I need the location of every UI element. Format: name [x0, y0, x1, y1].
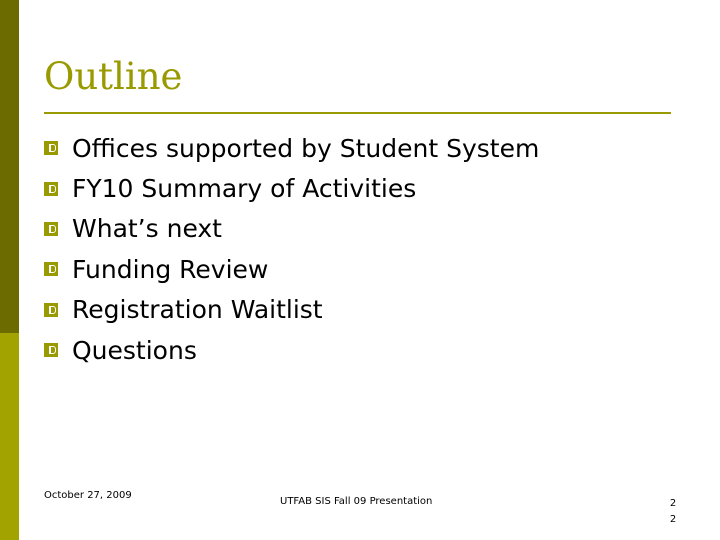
bullet-list	[44, 128, 539, 370]
square-bullet-icon	[44, 303, 58, 317]
bullet-text: What’s next	[72, 214, 222, 244]
list-item	[44, 209, 539, 249]
bullet-text: Registration Waitlist	[72, 295, 323, 325]
bullet-text: Questions	[72, 335, 197, 365]
bullet-text: FY10 Summary of Activities	[72, 174, 417, 204]
sidebar-dark-band	[0, 0, 19, 333]
square-bullet-icon	[44, 182, 58, 196]
footer-date: October 27, 2009	[44, 490, 132, 501]
title-divider	[44, 112, 671, 114]
square-bullet-icon	[44, 343, 58, 357]
list-item	[44, 128, 539, 168]
list-item	[44, 290, 539, 330]
list-item	[44, 168, 539, 208]
footer-page-number: 22	[669, 498, 677, 525]
bullet-text: Funding Review	[72, 254, 269, 284]
footer-presentation-title: UTFAB SIS Fall 09 Presentation	[280, 496, 433, 507]
bullet-text: Offices supported by Student System	[72, 133, 540, 163]
slide-title: Outline	[44, 55, 183, 98]
square-bullet-icon	[44, 141, 58, 155]
list-item	[44, 330, 539, 370]
square-bullet-icon	[44, 222, 58, 236]
sidebar-light-band	[0, 333, 19, 540]
square-bullet-icon	[44, 262, 58, 276]
list-item	[44, 249, 539, 289]
